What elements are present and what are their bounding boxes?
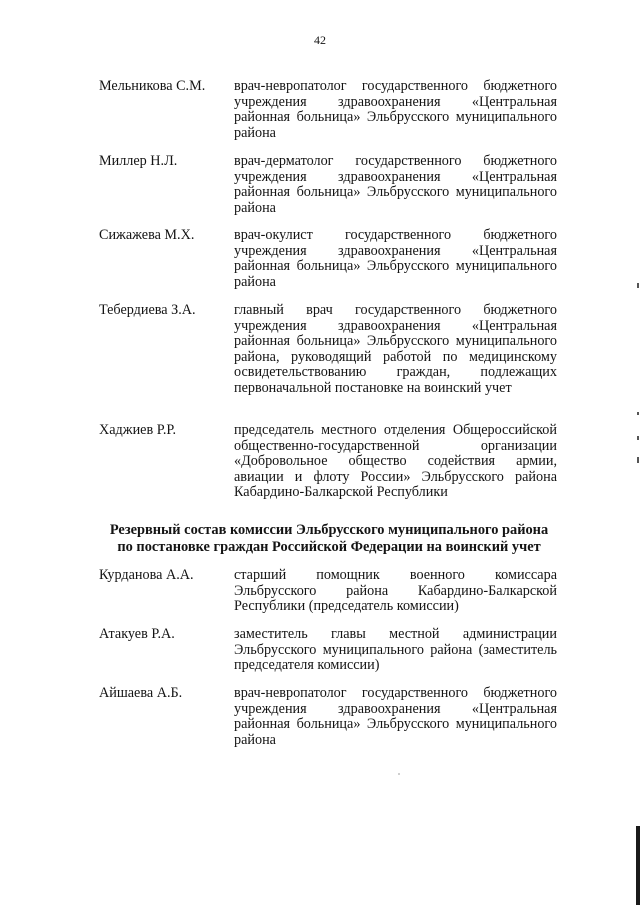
section-title-line: по постановке граждан Российской Федерации на воинский учет xyxy=(117,538,541,555)
member-position: врач-невропатолог государственного бюджетного учреждения здравоохранения «Центральная районная больница» Эльбрусского муниципального района xyxy=(234,685,557,748)
member-position: врач-невропатолог государственного бюджетного учреждения здравоохранения «Центральная районная больница» Эльбрусского муниципального района xyxy=(234,78,557,141)
member-name: Атакуев Р.А. xyxy=(99,626,175,642)
scan-edge-mark xyxy=(637,436,639,440)
scan-edge-mark xyxy=(637,412,639,415)
member-position: заместитель главы местной администрации Эльбрусского муниципального района (заместитель председателя комиссии) xyxy=(234,626,557,674)
reserve-section-title xyxy=(99,522,559,555)
scan-edge-mark xyxy=(637,457,639,463)
member-name: Айшаева А.Б. xyxy=(99,685,183,701)
member-name: Миллер Н.Л. xyxy=(99,153,178,169)
member-name: Сижажева М.Х. xyxy=(99,227,195,243)
scan-speck xyxy=(398,773,400,775)
scan-edge-mark xyxy=(637,283,639,288)
member-name: Курданова А.А. xyxy=(99,567,194,583)
member-position: врач-дерматолог государственного бюджетного учреждения здравоохранения «Центральная районная больница» Эльбрусского муниципального района xyxy=(234,153,557,216)
scan-edge-mark xyxy=(636,826,640,905)
member-position: врач-окулист государственного бюджетного учреждения здравоохранения «Центральная районная больница» Эльбрусского муниципального района xyxy=(234,227,557,290)
page-number: 42 xyxy=(314,33,326,47)
section-title-line: Резервный состав комиссии Эльбрусского муниципального района xyxy=(109,522,549,538)
member-name: Мельникова С.М. xyxy=(99,78,206,94)
member-name: Хаджиев Р.Р. xyxy=(99,422,177,438)
member-name: Тебердиева З.А. xyxy=(99,302,196,318)
member-position: главный врач государственного бюджетного учреждения здравоохранения «Центральная районная больница» Эльбрусского муниципального района, руководящий работой по медицинскому освидетельствованию граждан, подлежащих первоначальной постановке на воинский учет xyxy=(234,302,557,396)
member-position: председатель местного отделения Общероссийской общественно-государственной организации «Добровольное общество содействия армии, авиации и флоту России» Эльбрусского района Кабардино-Балкарской Республики xyxy=(234,422,557,501)
member-position: старший помощник военного комиссара Эльбрусского района Кабардино-Балкарской Республики (председатель комиссии) xyxy=(234,567,557,615)
